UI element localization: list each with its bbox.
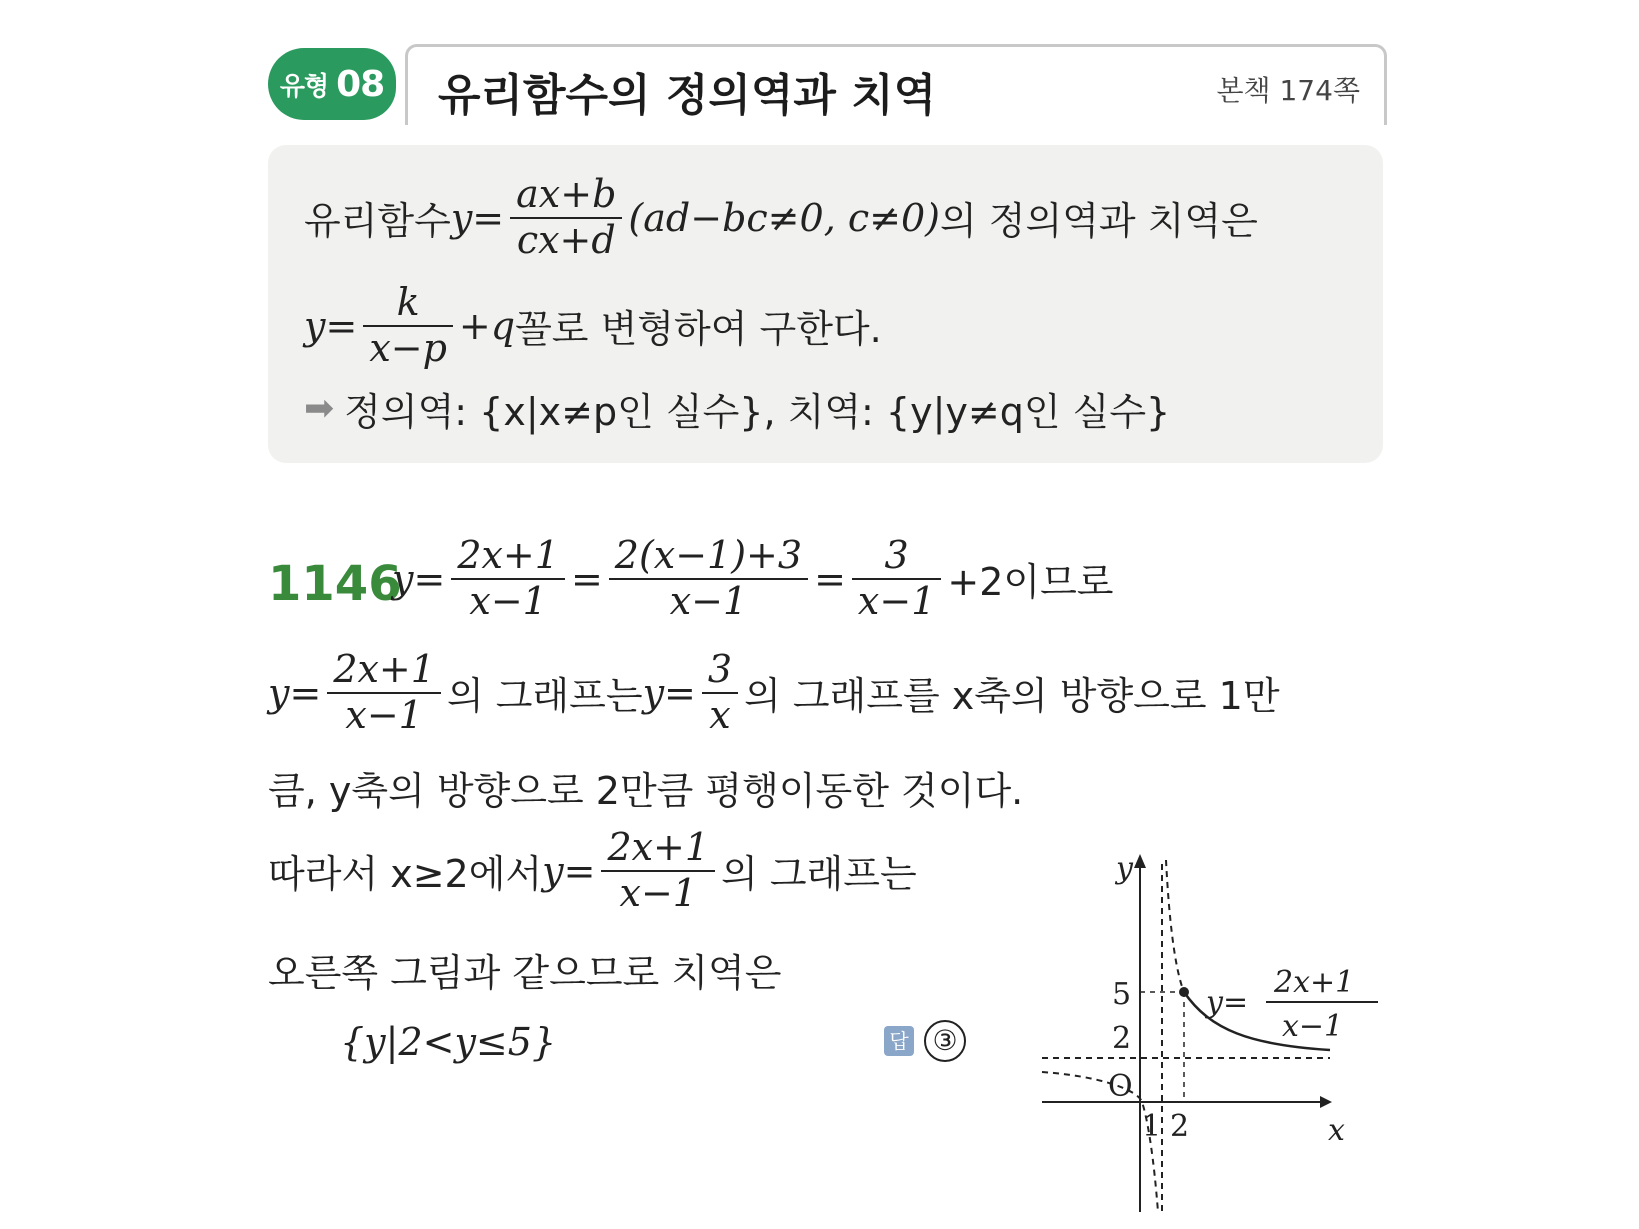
curve-label-numerator: 2x+1: [1274, 965, 1355, 1000]
concept-line-1: [304, 173, 1258, 262]
concept-prefix: 유리함수: [304, 199, 451, 244]
solution-line-5: 오른쪽 그림과 같으므로 치역은: [268, 951, 782, 995]
y-tick-5: 5: [1112, 977, 1132, 1012]
answer: [884, 1020, 966, 1062]
answer-icon: 답: [884, 1026, 914, 1056]
textbook-reference: 본책 174쪽: [1216, 74, 1360, 107]
fraction-denominator: x−1: [669, 578, 748, 623]
fraction-numerator: 2x+1: [607, 825, 710, 869]
concept-condition: (ad−bc≠0, c≠0): [628, 195, 940, 240]
fraction-numerator: 3: [884, 533, 909, 577]
curve-dashed-upper: [1166, 860, 1184, 992]
sol-line1-suffix: +2이므로: [947, 560, 1114, 605]
sol-fraction-6: [601, 826, 715, 915]
sol-y-eq: y=: [542, 848, 596, 893]
concept-y-eq-2: y=: [304, 303, 358, 348]
solution-line-4: [268, 826, 917, 915]
fraction-numerator: 2x+1: [457, 533, 559, 577]
sol-fraction-4: [327, 648, 441, 737]
section-title: 유리함수의 정의역과 치역: [438, 70, 937, 121]
curve-label-denominator: x−1: [1282, 1009, 1344, 1044]
fraction-denominator: x−1: [345, 692, 423, 737]
origin-label: O: [1108, 1069, 1133, 1104]
type-badge: [268, 48, 396, 120]
x-axis-label: x: [1328, 1113, 1345, 1148]
solution-line-2: [268, 648, 1280, 737]
concept-line-3: [304, 381, 1170, 436]
type-badge-number: 08: [336, 63, 385, 105]
fraction-denominator: x−1: [619, 870, 697, 915]
fraction-denominator: x−1: [857, 578, 936, 623]
concept-domain-range: 정의역: {x|x≠p인 실수}, 치역: {y|y≠q인 실수}: [344, 390, 1171, 434]
concept-fraction-1: [510, 173, 622, 262]
right-arrow-icon: ➡: [304, 388, 335, 429]
fraction-numerator: ax+b: [516, 172, 617, 216]
y-axis-label: y: [1116, 851, 1133, 886]
sol-line2-mid: 의 그래프는: [446, 674, 643, 719]
fraction-numerator: 2x+1: [333, 647, 435, 691]
fraction-denominator: x: [709, 692, 731, 737]
solution-line-1: [392, 534, 1114, 623]
function-graph: [1030, 840, 1390, 1220]
sol-line2-suffix: 의 그래프를 x축의 방향으로 1만: [744, 674, 1280, 719]
concept-line-2: [304, 281, 882, 370]
sol-y-eq: y=: [642, 670, 696, 715]
sol-y-eq: y=: [268, 670, 322, 715]
point-2-5: [1179, 987, 1189, 997]
fraction-denominator: x−1: [469, 578, 547, 623]
fraction-denominator: x−p: [369, 325, 447, 370]
concept-fraction-2: [363, 281, 453, 370]
sol-y-eq: y=: [392, 556, 446, 601]
fraction-denominator: cx+d: [516, 217, 616, 262]
concept-line1-suffix: 의 정의역과 치역은: [939, 199, 1258, 244]
x-tick-2: 2: [1170, 1109, 1190, 1144]
x-tick-1: 1: [1142, 1109, 1162, 1144]
answer-choice: ③: [924, 1020, 966, 1062]
sol-line4-prefix: 따라서 x≥2에서: [268, 852, 543, 897]
concept-y-eq: y=: [450, 195, 505, 240]
y-axis-arrow-icon: [1134, 854, 1146, 868]
concept-line2-suffix: 꼴로 변형하여 구한다.: [515, 307, 882, 352]
concept-box: [268, 145, 1383, 463]
sol-line4-suffix: 의 그래프는: [721, 852, 917, 897]
fraction-numerator: k: [396, 280, 420, 324]
solution-line-3: 큼, y축의 방향으로 2만큼 평행이동한 것이다.: [268, 769, 1024, 813]
sol-fraction-2: [609, 534, 808, 623]
problem-number: 1146: [268, 556, 402, 612]
sol-fraction-1: [451, 534, 565, 623]
concept-plus-q: +q: [458, 303, 516, 348]
sol-equals: =: [570, 556, 603, 601]
curve-label-y: y=: [1206, 985, 1249, 1020]
sol-equals: =: [814, 556, 846, 601]
sol-fraction-5: [702, 648, 738, 737]
type-badge-label: 유형: [279, 71, 329, 102]
sol-fraction-3: [852, 534, 941, 623]
x-axis-arrow-icon: [1320, 1096, 1332, 1108]
y-tick-2: 2: [1112, 1021, 1132, 1056]
solution-range: {y|2<y≤5}: [340, 1020, 557, 1064]
section-header: [405, 44, 1387, 125]
fraction-numerator: 2(x−1)+3: [614, 533, 803, 577]
fraction-numerator: 3: [707, 647, 733, 691]
